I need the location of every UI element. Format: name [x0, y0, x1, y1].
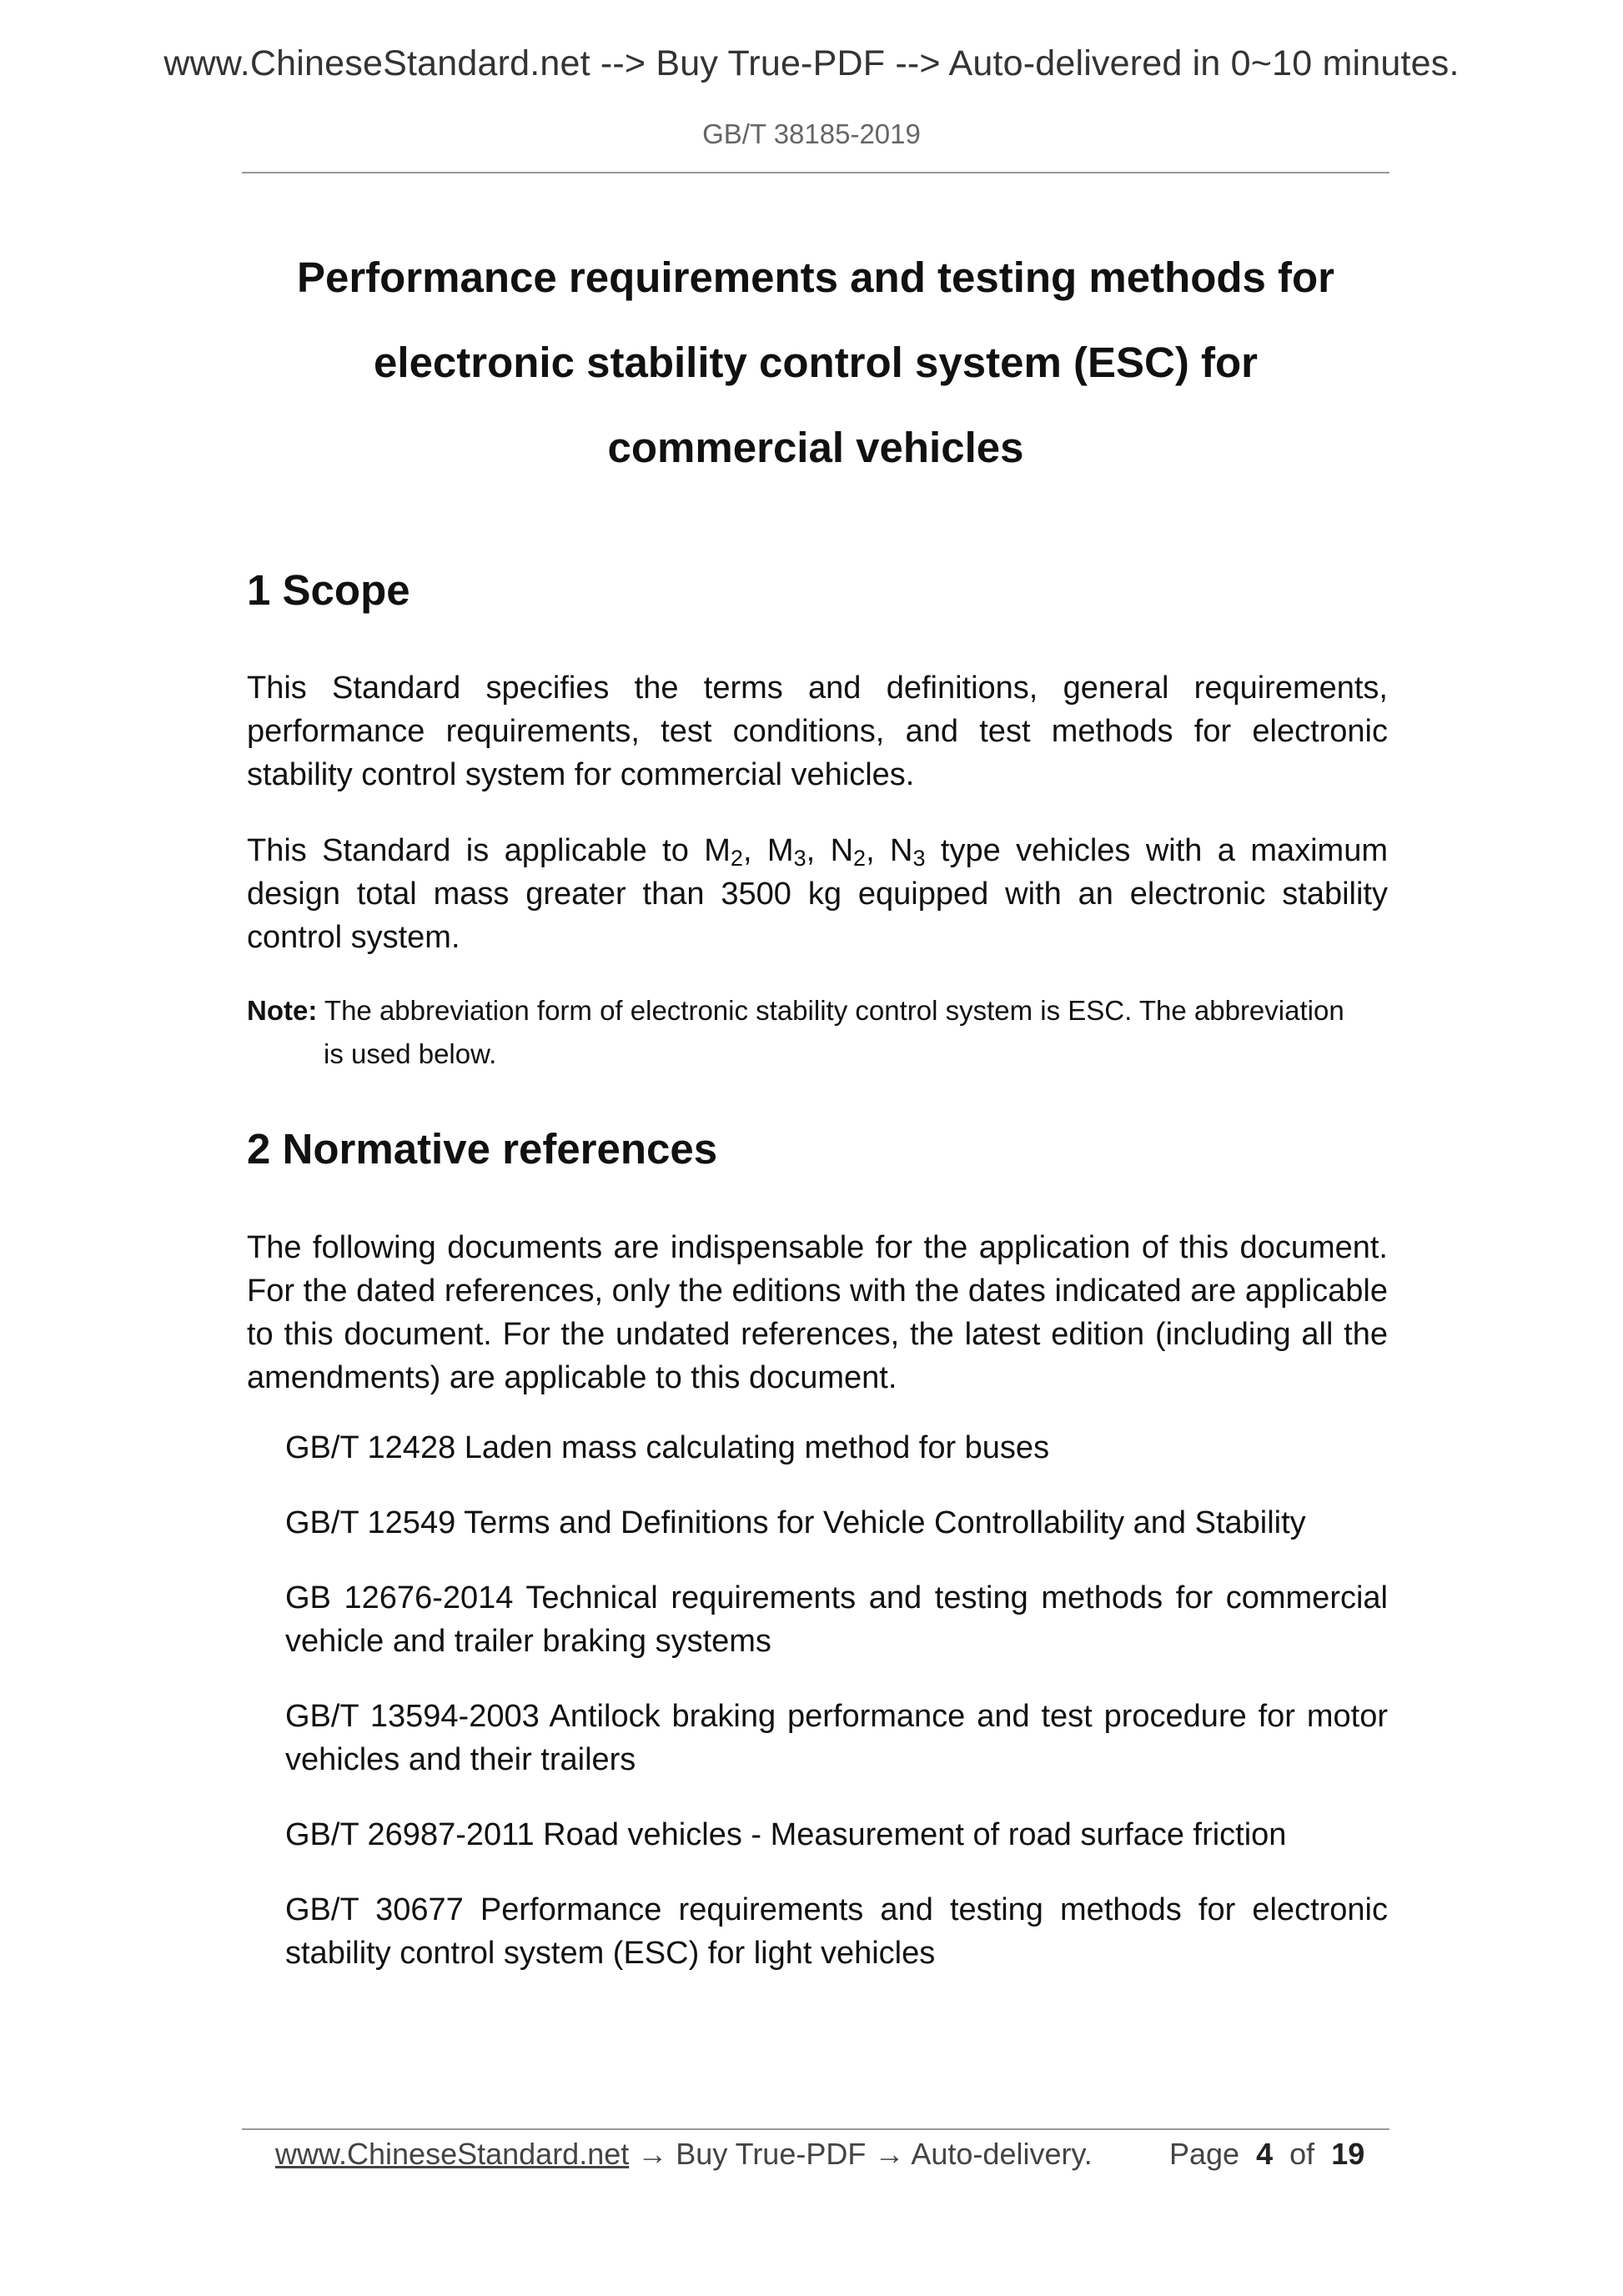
note-text-line-2: is used below. [324, 1038, 497, 1069]
vehicle-type-n2: $N_2$ [830, 833, 867, 871]
normative-intro-paragraph: The following documents are indispensable for the application of this document. For the dated references, only the editions with the dates indicated are applicable to this document. For the undated references, the latest edition (including all the amendments) are applicable to this document. [247, 1230, 1388, 1395]
page-of-label: of [1289, 2137, 1315, 2171]
section-heading-scope: 1 Scope [247, 566, 410, 614]
vehicle-type-n3: $N_3$ [890, 833, 926, 871]
page-indicator [1169, 2137, 1364, 2172]
reference-item: GB/T 12428 Laden mass calculating method for buses [285, 1430, 1050, 1465]
reference-item: GB/T 30677 Performance requirements and testing methods for electronic stability control system (ESC) for light vehicles [285, 1892, 1388, 1971]
current-page-number: 4 [1256, 2137, 1274, 2171]
reference-item: GB/T 13594-2003 Antilock braking performance and test procedure for motor vehicles and their trailers [285, 1699, 1388, 1777]
reference-item: GB/T 12549 Terms and Definitions for Vehicle Controllability and Stability [285, 1505, 1306, 1540]
note-text-line-1: The abbreviation form of electronic stability control system is ESC. The abbreviation [324, 995, 1344, 1026]
top-banner: www.ChineseStandard.net --> Buy True-PDF --> Auto-delivered in 0~10 minutes. [163, 43, 1460, 83]
title-line-3: commercial vehicles [607, 424, 1024, 471]
reference-item: GB 12676-2014 Technical requirements and testing methods for commercial vehicle and trailer braking systems [285, 1580, 1388, 1659]
footer-promo [275, 2137, 1093, 2172]
title-line-1: Performance requirements and testing methods for [296, 254, 1335, 301]
footer-site-link[interactable]: www.ChineseStandard.net [275, 2137, 630, 2171]
document-title [242, 235, 1389, 490]
document-code: GB/T 38185-2019 [702, 118, 921, 149]
footer-delivery-text: Auto-delivery. [911, 2137, 1093, 2171]
page-label: Page [1169, 2137, 1240, 2171]
section-heading-normative-references: 2 Normative references [247, 1125, 718, 1173]
note-label: Note: [247, 995, 318, 1026]
scope-note [247, 989, 1388, 1076]
scope-paragraph-2: This Standard is applicable to $M_2$, $M_3$, $N_2$, $N_3$ type vehicles with a maximum design total mass greater than 3500 kg equipped with an electronic stability control system. [247, 833, 1389, 955]
total-pages-number: 19 [1331, 2137, 1365, 2171]
reference-list [285, 1426, 1388, 2007]
scope-paragraph-2-suffix: type vehicles with a maximum design total mass greater than 3500 kg equipped with an electronic stability control system. [247, 833, 1389, 955]
arrow-right-icon: → [874, 2137, 905, 2171]
footer-divider [242, 2128, 1389, 2130]
header-divider [242, 172, 1389, 173]
arrow-right-icon: → [637, 2137, 668, 2171]
footer-buy-text: Buy True-PDF [676, 2137, 867, 2171]
scope-paragraph-1: This Standard specifies the terms and definitions, general requirements, performance requirements, test conditions, and test methods for electronic stability control system for commercial vehicles. [247, 671, 1388, 792]
title-line-2: electronic stability control system (ESC) for [374, 339, 1258, 386]
vehicle-type-m3: $M_3$ [766, 833, 806, 871]
vehicle-type-m2: $M_2$ [704, 833, 743, 871]
reference-item: GB/T 26987-2011 Road vehicles - Measurement of road surface friction [285, 1817, 1287, 1852]
